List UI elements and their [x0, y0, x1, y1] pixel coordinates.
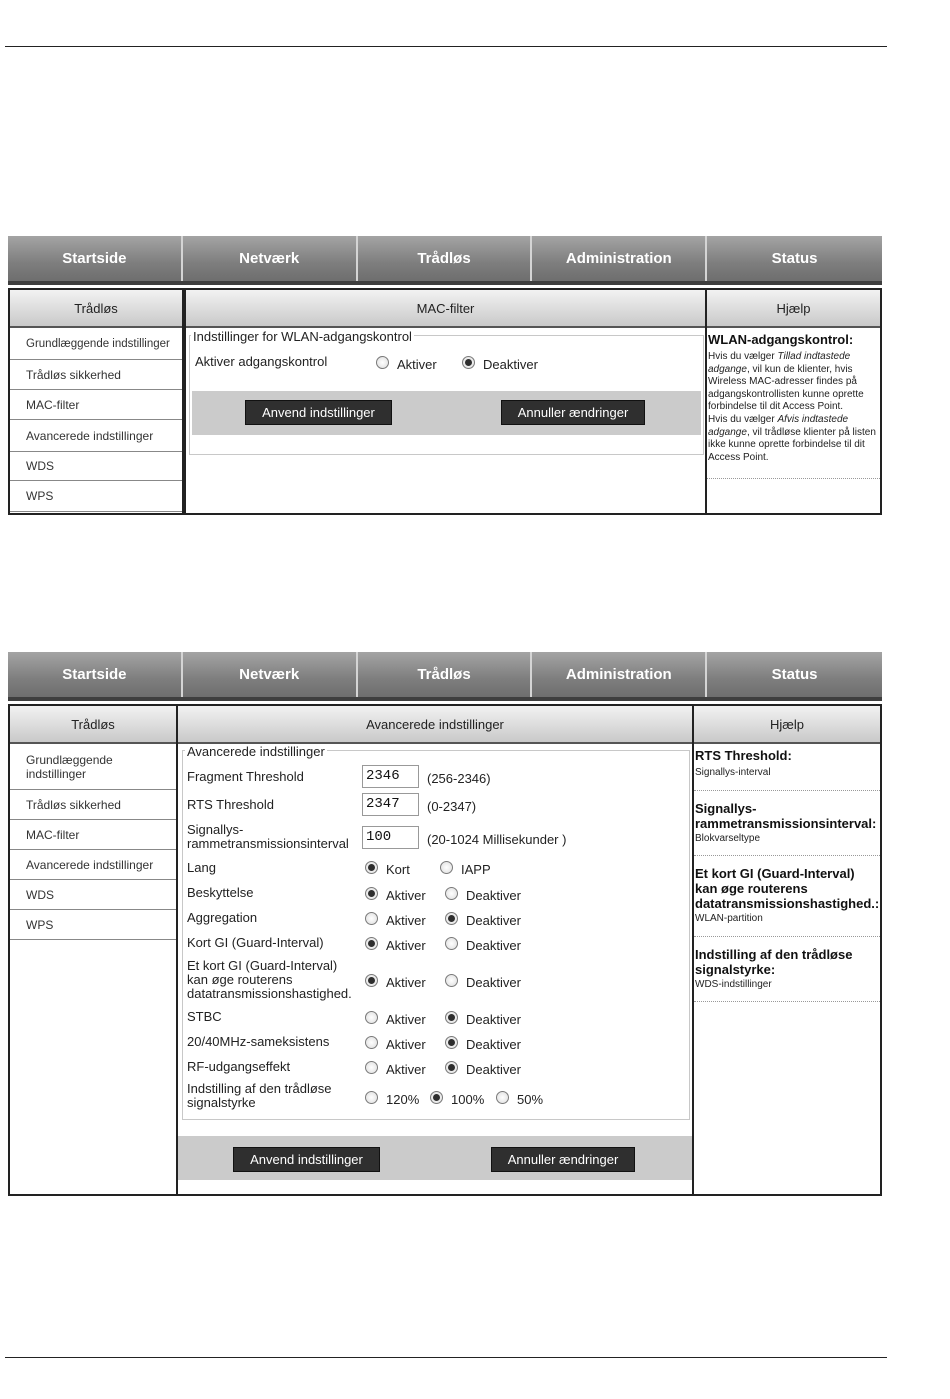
radio-power-100[interactable] [430, 1091, 443, 1104]
radio-protection-deaktiver[interactable] [445, 887, 458, 900]
nav-startside[interactable]: Startside [8, 652, 183, 697]
radio-short-gi-deaktiver[interactable] [445, 937, 458, 950]
beacon-label-line-1: Signallys- [187, 822, 244, 837]
apply-button[interactable]: Anvend indstillinger [245, 400, 392, 425]
nav-status[interactable]: Status [771, 666, 818, 683]
short-gi-speed-line-1: Et kort GI (Guard-Interval) [187, 958, 338, 973]
radio-power-50[interactable] [496, 1091, 509, 1104]
stbc-label: STBC [187, 1009, 222, 1024]
radio-power-120-label: 120% [386, 1092, 420, 1107]
sidebar-item-advanced[interactable]: Avancerede indstillinger [10, 420, 182, 452]
radio-stbc-aktiver-label: Aktiver [386, 1012, 426, 1027]
sidebar-item-basic-line-2: indstillinger [26, 766, 87, 781]
radio-preamble-iapp-label: IAPP [461, 862, 491, 877]
radio-aggregation-deaktiver-label: Deaktiver [466, 913, 521, 928]
radio-short-gi-speed-aktiver-label: Aktiver [386, 975, 426, 990]
nav-tradlos[interactable]: Trådløs [358, 236, 533, 281]
help-p1-start: Hvis du vælger [708, 351, 778, 362]
help-text: WLAN-partition [695, 913, 763, 925]
radio-deaktiver[interactable] [462, 356, 475, 369]
sidebar-item-wds[interactable]: WDS [10, 452, 182, 481]
access-control-label: Aktiver adgangskontrol [195, 354, 328, 369]
radio-aktiver[interactable] [376, 356, 389, 369]
radio-preamble-kort[interactable] [365, 861, 378, 874]
help-section-access-control [707, 328, 880, 479]
radio-aggregation-aktiver-label: Aktiver [386, 913, 426, 928]
help-section-short-gi [694, 856, 880, 937]
cancel-button[interactable]: Annuller ændringer [491, 1147, 635, 1172]
help-title-bar: Hjælp [694, 706, 880, 744]
signal-strength-label [187, 1082, 332, 1110]
radio-short-gi-aktiver-label: Aktiver [386, 938, 426, 953]
nav-administration[interactable]: Administration [532, 652, 707, 697]
help-p1-end: , vil kun de klienter, hvis Wireless MAC-adresser findes på adgangskontrollisten kunne oprette forbindelse til dit Access Point. [708, 363, 864, 413]
sidebar-item-basic[interactable] [10, 744, 176, 790]
help-paragraph-2 [708, 414, 879, 464]
help-heading: Et kort GI (Guard-Interval) kan øge routerens datatransmissionshastighed.: [695, 866, 880, 912]
fragment-threshold-label: Fragment Threshold [187, 769, 304, 784]
nav-startside[interactable]: Startside [8, 236, 183, 281]
help-heading: Signallys-rammetransmissionsinterval: [695, 800, 877, 831]
sidebar-item-security[interactable]: Trådløs sikkerhed [10, 360, 182, 390]
radio-aktiver-label: Aktiver [397, 357, 437, 372]
beacon-label-line-2: rammetransmissionsinterval [187, 836, 349, 851]
fragment-threshold-range: (256-2346) [427, 771, 491, 786]
radio-protection-aktiver[interactable] [365, 887, 378, 900]
main-title: Avancerede indstillinger [178, 706, 692, 744]
help-title-bar: Hjælp [707, 290, 880, 328]
sidebar-title: Trådløs [10, 706, 176, 744]
sidebar [8, 288, 184, 515]
help-section-beacon [694, 791, 880, 857]
main-panel [176, 704, 694, 1196]
help-text: WDS-indstillinger [695, 978, 772, 990]
sidebar [8, 704, 178, 1196]
sidebar-item-wps[interactable]: WPS [10, 481, 182, 512]
sidebar-item-basic[interactable]: Grundlæggende indstillinger [10, 328, 182, 360]
radio-protection-aktiver-label: Aktiver [386, 888, 426, 903]
radio-coexistence-deaktiver[interactable] [445, 1036, 458, 1049]
top-navigation [8, 652, 882, 701]
radio-aggregation-deaktiver[interactable] [445, 912, 458, 925]
preamble-label: Lang [187, 860, 216, 875]
main-title: MAC-filter [186, 290, 705, 328]
top-navigation [8, 236, 882, 285]
radio-coexistence-aktiver-label: Aktiver [386, 1037, 426, 1052]
radio-stbc-aktiver[interactable] [365, 1011, 378, 1024]
signal-strength-line-2: signalstyrke [187, 1095, 256, 1110]
radio-preamble-kort-label: Kort [386, 862, 410, 877]
radio-deaktiver-label: Deaktiver [483, 357, 538, 372]
cancel-button[interactable]: Annuller ændringer [501, 400, 645, 425]
radio-power-120[interactable] [365, 1091, 378, 1104]
radio-short-gi-speed-aktiver[interactable] [365, 974, 378, 987]
signal-strength-line-1: Indstilling af den trådløse [187, 1081, 332, 1096]
radio-stbc-deaktiver[interactable] [445, 1011, 458, 1024]
radio-rf-deaktiver-label: Deaktiver [466, 1062, 521, 1077]
beacon-interval-range: (20-1024 Millisekunder ) [427, 832, 567, 847]
sidebar-item-mac-filter[interactable]: MAC-filter [10, 390, 182, 420]
nav-status[interactable]: Status [771, 250, 818, 267]
short-gi-speed-line-3: datatransmissionshastighed. [187, 986, 352, 1001]
apply-button[interactable]: Anvend indstillinger [233, 1147, 380, 1172]
bottom-page-rule [5, 1357, 887, 1358]
radio-rf-deaktiver[interactable] [445, 1061, 458, 1074]
rf-output-label: RF-udgangseffekt [187, 1059, 291, 1074]
help-p2-start: Hvis du vælger [708, 413, 778, 425]
help-panel [705, 288, 882, 515]
rts-threshold-input[interactable]: 2347 [362, 793, 419, 816]
help-text: Blokvarseltype [695, 832, 761, 844]
radio-protection-deaktiver-label: Deaktiver [466, 888, 521, 903]
short-gi-label: Kort GI (Guard-Interval) [187, 935, 324, 950]
radio-short-gi-speed-deaktiver[interactable] [445, 974, 458, 987]
radio-short-gi-aktiver[interactable] [365, 937, 378, 950]
aggregation-label: Aggregation [187, 910, 258, 925]
radio-power-100-label: 100% [451, 1092, 485, 1107]
help-panel [692, 704, 882, 1196]
short-gi-speed-label [187, 959, 352, 1001]
radio-short-gi-speed-deaktiver-label: Deaktiver [466, 975, 521, 990]
help-p1-italic: Tillad indtastede adgange [708, 351, 851, 375]
help-section-signal [694, 937, 880, 1003]
top-page-rule [5, 46, 887, 47]
radio-short-gi-deaktiver-label: Deaktiver [466, 938, 521, 953]
fieldset-legend: Indstillinger for WLAN-adgangskontrol [193, 329, 412, 344]
sidebar-item-wds[interactable]: WDS [10, 880, 176, 910]
help-heading: WLAN-adgangskontrol: [708, 332, 854, 347]
nav-administration[interactable]: Administration [532, 236, 707, 281]
help-section-rts [694, 744, 880, 791]
help-p2-end: , vil trådløse klienter på listen ikke kunne oprette forbindelse til dit Access Point. [708, 426, 876, 463]
sidebar-item-wps[interactable]: WPS [10, 910, 176, 940]
help-text: Signallys-interval [695, 767, 771, 778]
help-p2-italic: Afvis indtastede adgange [708, 413, 849, 438]
radio-preamble-iapp[interactable] [440, 861, 453, 874]
nav-netvaerk[interactable]: Netværk [183, 236, 358, 281]
beacon-interval-input[interactable]: 100 [362, 826, 419, 849]
fieldset-legend: Avancerede indstillinger [187, 744, 325, 759]
radio-rf-aktiver-label: Aktiver [386, 1062, 426, 1077]
beacon-interval-label [187, 823, 349, 851]
help-heading: Indstilling af den trådløse signalstyrke: [695, 946, 853, 977]
sidebar-item-security[interactable]: Trådløs sikkerhed [10, 790, 176, 820]
main-panel [184, 288, 707, 515]
radio-power-50-label: 50% [517, 1092, 544, 1107]
radio-rf-aktiver[interactable] [365, 1061, 378, 1074]
rts-threshold-range: (0-2347) [427, 799, 477, 814]
short-gi-speed-line-2: kan øge routerens [187, 972, 293, 987]
nav-netvaerk[interactable]: Netværk [183, 652, 358, 697]
rts-threshold-label: RTS Threshold [187, 797, 274, 812]
sidebar-item-basic-line-1: Grundlæggende [26, 752, 113, 767]
radio-coexistence-aktiver[interactable] [365, 1036, 378, 1049]
sidebar-item-mac-filter[interactable]: MAC-filter [10, 820, 176, 850]
help-paragraph-1 [708, 351, 879, 414]
screenshot-advanced-settings [8, 652, 882, 1197]
radio-stbc-deaktiver-label: Deaktiver [466, 1012, 521, 1027]
coexistence-label: 20/40MHz-sameksistens [187, 1034, 330, 1049]
sidebar-item-advanced[interactable]: Avancerede indstillinger [10, 850, 176, 880]
radio-aggregation-aktiver[interactable] [365, 912, 378, 925]
screenshot-mac-filter [8, 236, 882, 516]
radio-coexistence-deaktiver-label: Deaktiver [466, 1037, 521, 1052]
nav-tradlos[interactable]: Trådløs [358, 652, 533, 697]
sidebar-title: Trådløs [10, 290, 182, 328]
fragment-threshold-input[interactable]: 2346 [362, 765, 419, 788]
protection-label: Beskyttelse [187, 885, 254, 900]
help-heading: RTS Threshold: [695, 748, 792, 763]
